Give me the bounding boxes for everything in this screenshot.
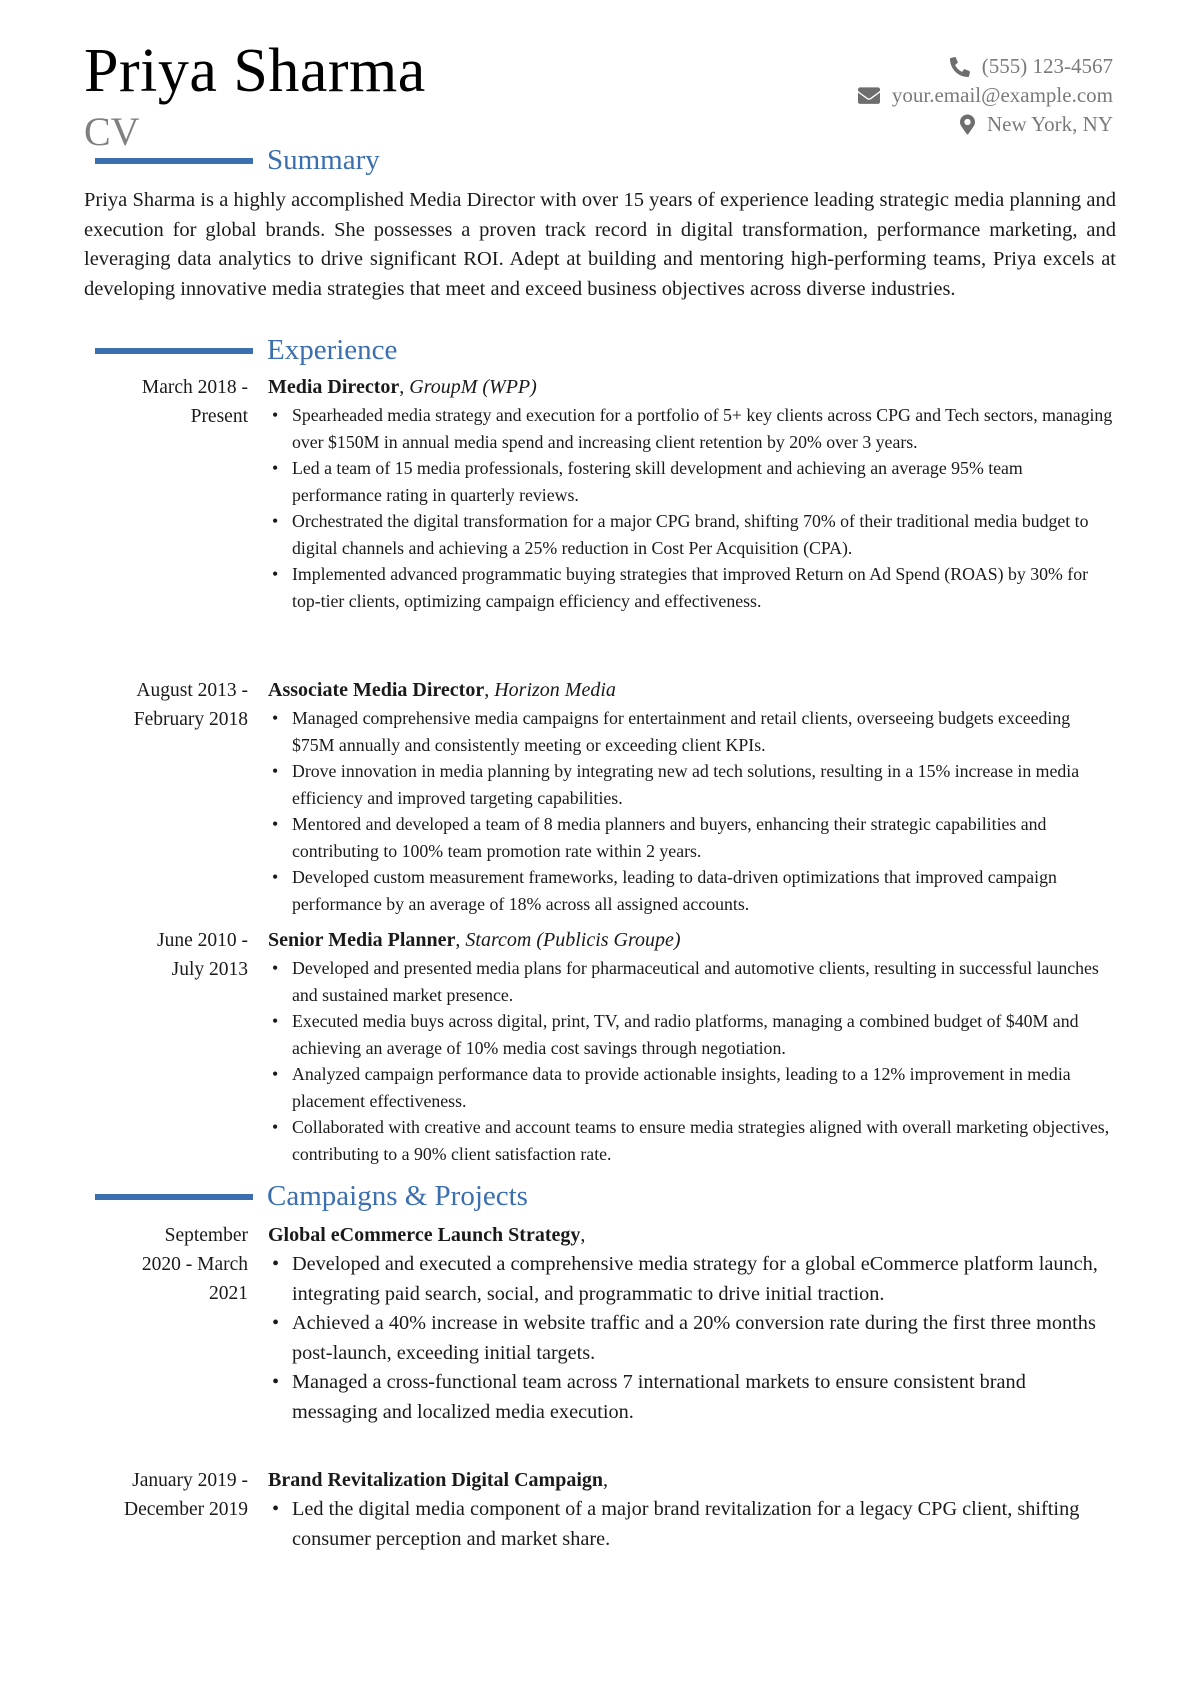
- list-item: • Analyzed campaign performance data to provide actionable insights, leading to a 12% improvement in media placement effectiveness.: [268, 1061, 1116, 1114]
- employer: Horizon Media: [494, 679, 616, 701]
- summary-text: Priya Sharma is a highly accomplished Media Director with over 15 years of experience leading strategic media planning and execution for global brands. She possesses a proven track record in digital transformation, performance marketing, and leveraging data analytics to drive significant ROI. Adept at building and mentoring high-performing teams, Priya excels at developing innovative media strategies that meet and exceed business objectives across diverse industries.: [84, 189, 1116, 300]
- phone-icon: [950, 57, 970, 77]
- date-line: September: [164, 1225, 248, 1246]
- date-end: February 2018: [133, 709, 248, 730]
- date-end: Present: [190, 406, 248, 427]
- role-line: Associate Media Director, Horizon Media: [268, 679, 616, 701]
- date-line: 2020 - March: [141, 1254, 248, 1275]
- project-entry: [84, 1221, 1116, 1427]
- entry-dates: [84, 676, 248, 917]
- experience-entry: [84, 926, 1116, 1167]
- experience-entry: [84, 373, 1116, 614]
- job-title: Senior Media Planner: [268, 929, 456, 951]
- section-header-summary: [95, 146, 380, 175]
- list-item: • Managed a cross-functional team across 7 international markets to ensure consistent brand messaging and localized media execution.: [268, 1368, 1116, 1427]
- phone-text[interactable]: (555) 123-4567: [981, 54, 1113, 78]
- entry-dates: [84, 1221, 248, 1427]
- section-title-summary: Summary: [267, 144, 380, 176]
- list-item: • Executed media buys across digital, print, TV, and radio platforms, managing a combined budget of $40M and achieving an average of 10% media cost savings through negotiation.: [268, 1008, 1116, 1061]
- section-header-projects: [95, 1182, 528, 1211]
- section-header-experience: [95, 336, 397, 365]
- section-title-projects: Campaigns & Projects: [267, 1180, 528, 1212]
- job-title: Associate Media Director: [268, 679, 485, 701]
- date-end: December 2019: [124, 1499, 248, 1520]
- map-marker-icon: [960, 114, 975, 135]
- achievement-list: [268, 402, 1116, 614]
- list-item: • Developed and presented media plans for pharmaceutical and automotive clients, resulting in successful launches and sustained market presence.: [268, 955, 1116, 1008]
- date-start: August 2013 -: [136, 680, 248, 701]
- email-link[interactable]: your.email@example.com: [891, 83, 1113, 107]
- contact-location: [858, 110, 1113, 139]
- contact-block: [858, 52, 1113, 139]
- role-line: Senior Media Planner, Starcom (Publicis Groupe): [268, 929, 681, 951]
- section-rule: [95, 348, 253, 354]
- section-rule: [95, 1194, 253, 1200]
- employer: Starcom (Publicis Groupe): [465, 929, 681, 951]
- date-start: March 2018 -: [141, 377, 248, 398]
- list-item: • Achieved a 40% increase in website traffic and a 20% conversion rate during the first three months post-launch, exceeding initial targets.: [268, 1309, 1116, 1368]
- job-title: Media Director: [268, 376, 400, 398]
- date-start: June 2010 -: [157, 930, 248, 951]
- project-title-line: Global eCommerce Launch Strategy,: [268, 1224, 586, 1246]
- section-title-experience: Experience: [267, 334, 398, 366]
- entry-dates: [84, 926, 248, 1167]
- list-item: • Led a team of 15 media professionals, fostering skill development and achieving an average 95% team performance rating in quarterly reviews.: [268, 455, 1116, 508]
- envelope-icon: [858, 87, 880, 105]
- achievement-list: [268, 955, 1116, 1167]
- list-item: • Drove innovation in media planning by integrating new ad tech solutions, resulting in a 15% increase in media efficiency and improved targeting capabilities.: [268, 758, 1116, 811]
- project-entry: [84, 1466, 1116, 1554]
- project-bullets: [268, 1495, 1116, 1554]
- list-item: • Managed comprehensive media campaigns for entertainment and retail clients, overseeing budgets exceeding $75M annually and consistently meeting or exceeding client KPIs.: [268, 705, 1116, 758]
- employer: GroupM (WPP): [409, 376, 537, 398]
- experience-entry: [84, 676, 1116, 917]
- project-name: Global eCommerce Launch Strategy: [268, 1224, 581, 1246]
- achievement-list: [268, 705, 1116, 917]
- candidate-name: Priya Sharma: [84, 37, 426, 105]
- section-rule: [95, 158, 253, 164]
- document-subtitle: CV: [84, 109, 140, 154]
- location-text: New York, NY: [986, 112, 1113, 136]
- list-item: • Mentored and developed a team of 8 media planners and buyers, enhancing their strategic capabilities and contributing to 100% team promotion rate within 2 years.: [268, 811, 1116, 864]
- project-name: Brand Revitalization Digital Campaign: [268, 1469, 604, 1491]
- project-bullets: [268, 1250, 1116, 1427]
- role-line: Media Director, GroupM (WPP): [268, 376, 537, 398]
- project-title-line: Brand Revitalization Digital Campaign,: [268, 1469, 609, 1491]
- date-start: January 2019 -: [132, 1470, 248, 1491]
- entry-dates: [84, 373, 248, 614]
- list-item: • Spearheaded media strategy and execution for a portfolio of 5+ key clients across CPG and Tech sectors, managing over $150M in annual media spend and increasing client retention by 20% over 3 years.: [268, 402, 1116, 455]
- list-item: • Developed and executed a comprehensive media strategy for a global eCommerce platform launch, integrating paid search, social, and programmatic to drive initial traction.: [268, 1250, 1116, 1309]
- contact-phone: [858, 52, 1113, 81]
- list-item: • Led the digital media component of a major brand revitalization for a legacy CPG client, shifting consumer perception and market share.: [268, 1495, 1116, 1554]
- list-item: • Orchestrated the digital transformation for a major CPG brand, shifting 70% of their traditional media budget to digital channels and achieving a 25% reduction in Cost Per Acquisition (CPA).: [268, 508, 1116, 561]
- list-item: • Developed custom measurement frameworks, leading to data-driven optimizations that improved campaign performance by an average of 18% across all assigned accounts.: [268, 864, 1116, 917]
- date-end: July 2013: [171, 959, 248, 980]
- date-line: 2021: [209, 1283, 248, 1304]
- contact-email: [858, 81, 1113, 110]
- list-item: • Collaborated with creative and account teams to ensure media strategies aligned with overall marketing objectives, contributing to a 90% client satisfaction rate.: [268, 1114, 1116, 1167]
- list-item: • Implemented advanced programmatic buying strategies that improved Return on Ad Spend (ROAS) by 30% for top-tier clients, optimizing campaign efficiency and effectiveness.: [268, 561, 1116, 614]
- entry-dates: [84, 1466, 248, 1554]
